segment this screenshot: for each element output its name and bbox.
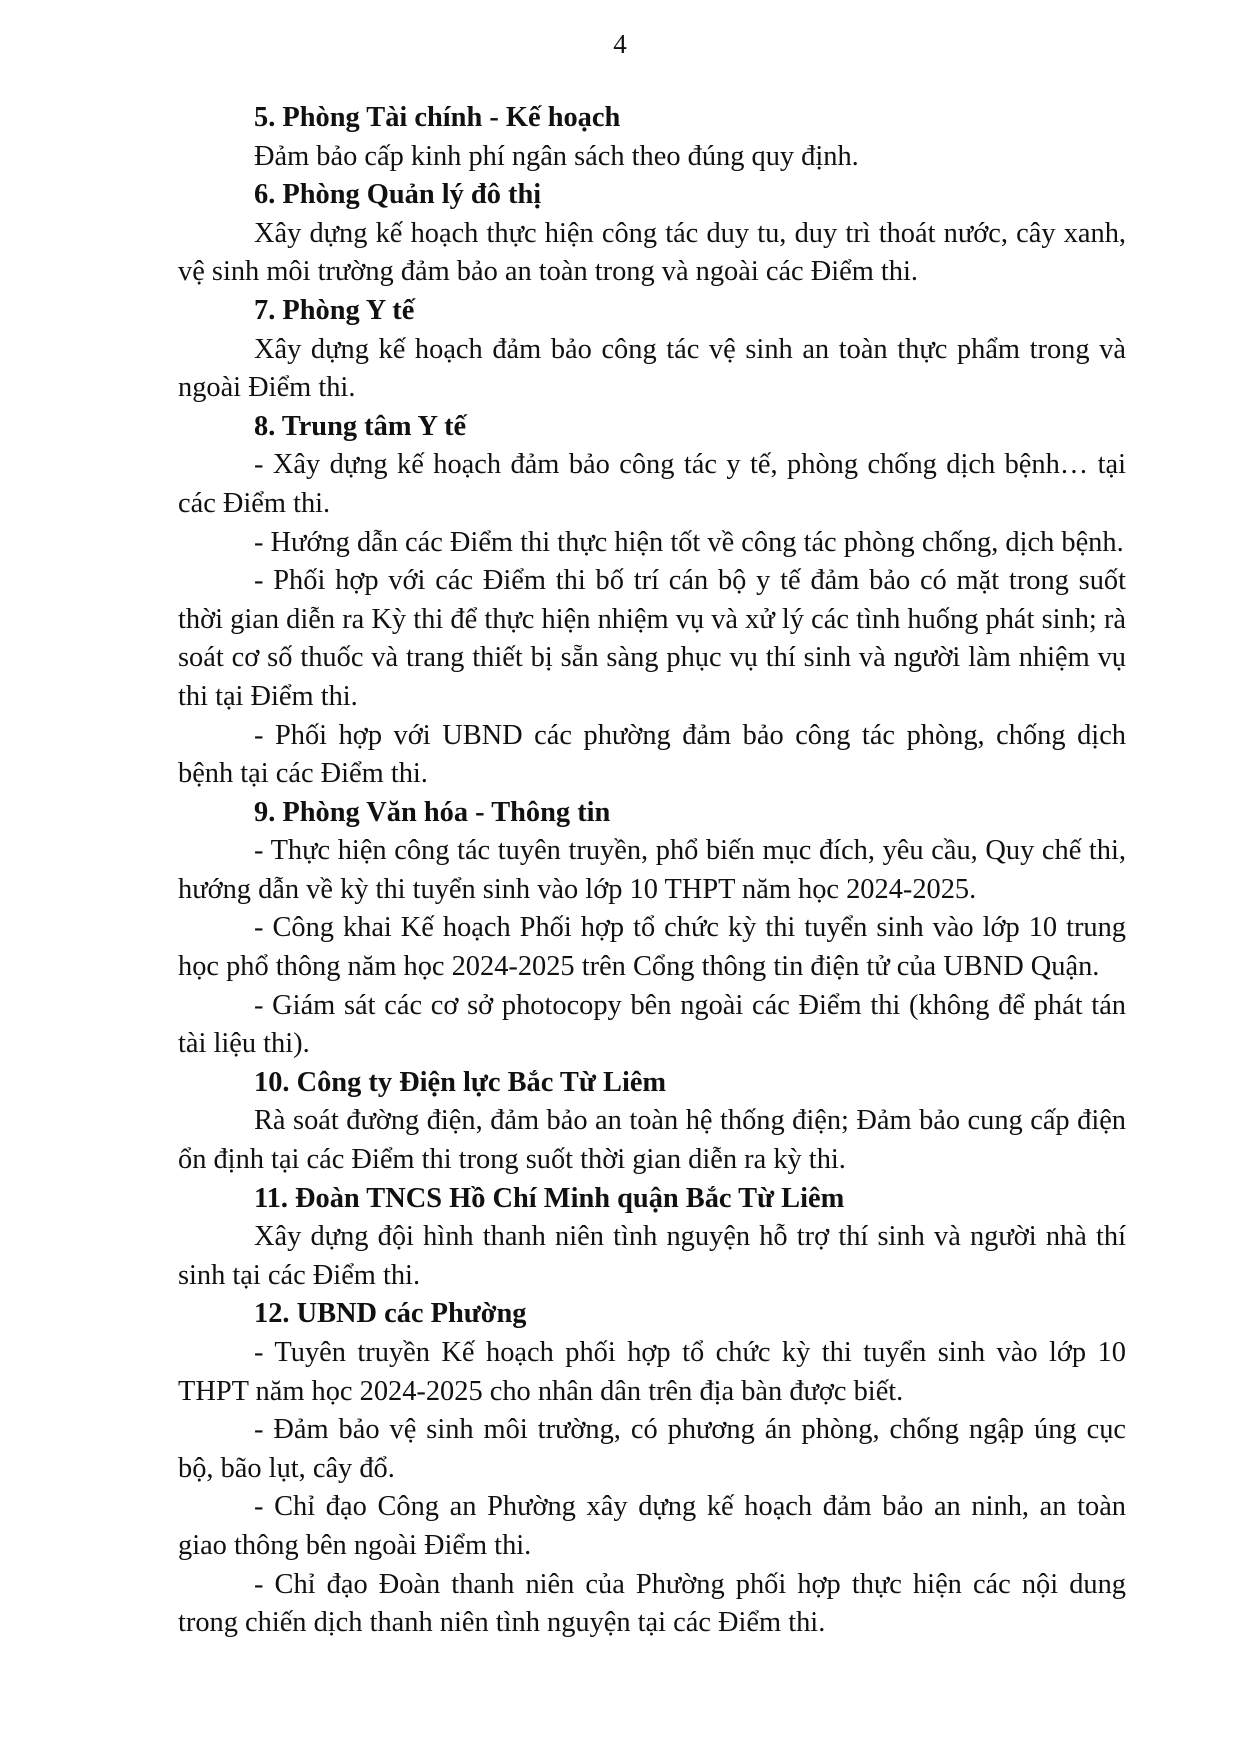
paragraph: Xây dựng đội hình thanh niên tình nguyện hỗ trợ thí sinh và người nhà thí sinh tại các Điểm thi. bbox=[178, 1221, 1126, 1291]
section-heading-youth-union: 11. Đoàn TNCS Hồ Chí Minh quận Bắc Từ Liêm bbox=[254, 1182, 845, 1214]
section-heading-health-center: 8. Trung tâm Y tế bbox=[254, 410, 467, 442]
section-heading-ward-committees: 12. UBND các Phường bbox=[254, 1298, 527, 1330]
paragraph: - Chỉ đạo Công an Phường xây dựng kế hoạch đảm bảo an ninh, an toàn giao thông bên ngoài Điểm thi. bbox=[178, 1491, 1126, 1561]
page-number: 4 bbox=[613, 29, 627, 59]
paragraph: Đảm bảo cấp kinh phí ngân sách theo đúng quy định. bbox=[254, 140, 859, 172]
paragraph: - Phối hợp với các Điểm thi bố trí cán bộ y tế đảm bảo có mặt trong suốt thời gian diễn ra Kỳ thi để thực hiện nhiệm vụ và xử lý các tình huống phát sinh; rà soát cơ số thuốc và trang thiết bị sẵn sàng phục vụ thí sinh và người làm nhiệm vụ thi tại Điểm thi. bbox=[178, 565, 1126, 712]
section-heading-urban-management: 6. Phòng Quản lý đô thị bbox=[254, 179, 542, 211]
paragraph: - Công khai Kế hoạch Phối hợp tổ chức kỳ thi tuyển sinh vào lớp 10 trung học phổ thông năm học 2024-2025 trên Cổng thông tin điện tử của UBND Quận. bbox=[178, 912, 1126, 983]
paragraph: - Phối hợp với UBND các phường đảm bảo công tác phòng, chống dịch bệnh tại các Điểm thi. bbox=[178, 719, 1126, 790]
paragraph: - Xây dựng kế hoạch đảm bảo công tác y tế, phòng chống dịch bệnh… tại các Điểm thi. bbox=[178, 449, 1126, 519]
section-heading-culture-information: 9. Phòng Văn hóa - Thông tin bbox=[254, 796, 611, 828]
paragraph: - Đảm bảo vệ sinh môi trường, có phương án phòng, chống ngập úng cục bộ, bão lụt, cây đổ. bbox=[178, 1414, 1126, 1484]
paragraph: - Giám sát các cơ sở photocopy bên ngoài các Điểm thi (không để phát tán tài liệu thi). bbox=[178, 989, 1126, 1060]
paragraph: - Chỉ đạo Đoàn thanh niên của Phường phối hợp thực hiện các nội dung trong chiến dịch thanh niên tình nguyện tại các Điểm thi. bbox=[178, 1568, 1126, 1639]
paragraph: Xây dựng kế hoạch thực hiện công tác duy tu, duy trì thoát nước, cây xanh, vệ sinh môi trường đảm bảo an toàn trong và ngoài các Điểm thi. bbox=[178, 217, 1126, 288]
paragraph: - Thực hiện công tác tuyên truyền, phổ biến mục đích, yêu cầu, Quy chế thi, hướng dẫn về kỳ thi tuyển sinh vào lớp 10 THPT năm học 2024-2025. bbox=[178, 835, 1126, 905]
section-heading-finance: 5. Phòng Tài chính - Kế hoạch bbox=[254, 102, 621, 133]
paragraph: Xây dựng kế hoạch đảm bảo công tác vệ sinh an toàn thực phẩm trong và ngoài Điểm thi. bbox=[178, 333, 1126, 404]
section-heading-health-office: 7. Phòng Y tế bbox=[254, 294, 415, 326]
paragraph: - Hướng dẫn các Điểm thi thực hiện tốt về công tác phòng chống, dịch bệnh. bbox=[254, 526, 1124, 558]
document-body bbox=[178, 99, 1126, 1643]
paragraph: - Tuyên truyền Kế hoạch phối hợp tổ chức kỳ thi tuyển sinh vào lớp 10 THPT năm học 2024-2025 cho nhân dân trên địa bàn được biết. bbox=[178, 1337, 1126, 1407]
paragraph: Rà soát đường điện, đảm bảo an toàn hệ thống điện; Đảm bảo cung cấp điện ổn định tại các Điểm thi trong suốt thời gian diễn ra kỳ thi. bbox=[178, 1105, 1126, 1176]
section-heading-electricity: 10. Công ty Điện lực Bắc Từ Liêm bbox=[254, 1066, 667, 1098]
